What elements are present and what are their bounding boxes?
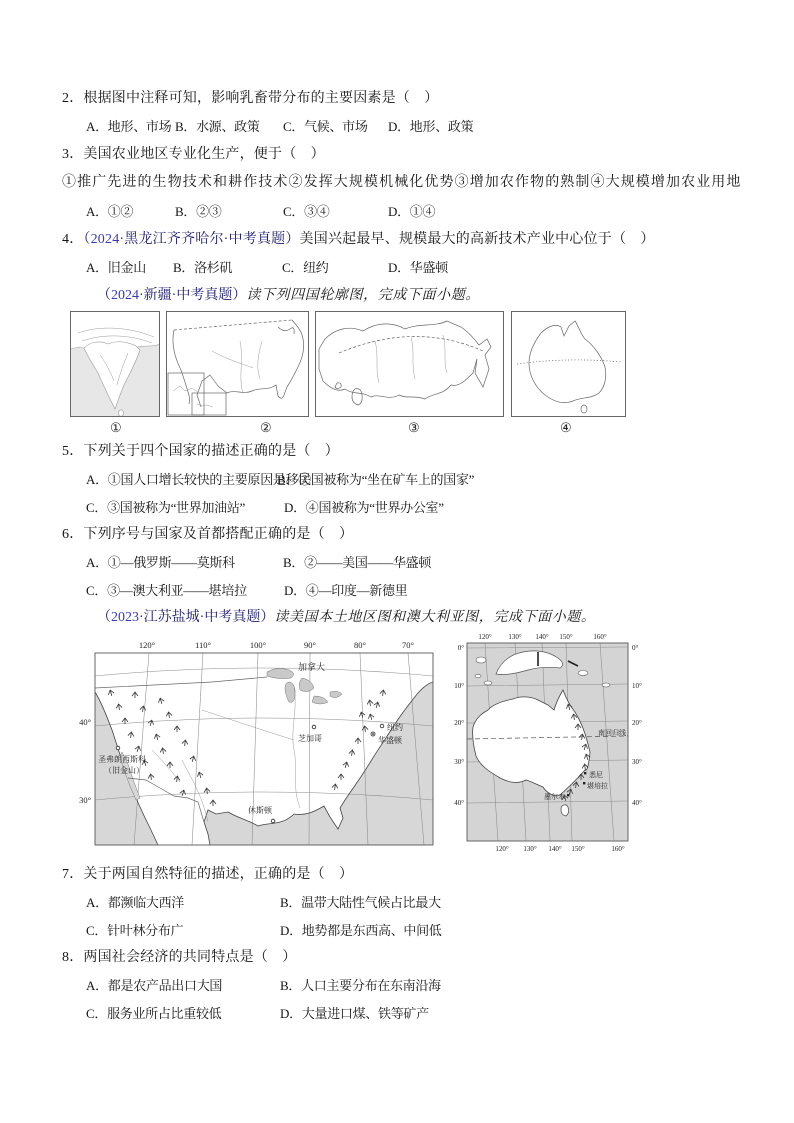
lon-tick: 150° xyxy=(559,633,573,641)
question-number: 3． xyxy=(62,147,84,162)
source-tag: ·黑龙江齐齐哈尔·中考真题） xyxy=(119,232,300,247)
canada-label: 加拿大 xyxy=(298,662,326,672)
question-5-stem xyxy=(62,441,758,463)
option-d: D．大量进口煤、铁等矿产 xyxy=(280,1006,429,1021)
lat-tick: 20° xyxy=(632,719,642,727)
sydney-label: 悉尼 xyxy=(589,771,603,779)
source-year: 2024 xyxy=(90,232,120,247)
question-7-stem xyxy=(62,864,758,886)
source-year: 2024 xyxy=(111,288,139,303)
source-tag: ·新疆·中考真题） xyxy=(139,288,247,303)
lat-tick: 30° xyxy=(632,758,642,766)
lon-tick: 80° xyxy=(354,640,366,650)
source-year: 2023 xyxy=(111,610,139,625)
source-tag: ·江苏盐城·中考真题） xyxy=(139,610,275,625)
option-b: B．人口主要分布在东南沿海 xyxy=(280,978,441,993)
question-text: 根据图中注释可知，影响乳畜带分布的主要因素是（ ） xyxy=(83,91,439,106)
lat-tick: 20° xyxy=(454,719,464,727)
san-francisco-label-2: （旧金山） xyxy=(104,766,144,775)
melbourne-label: 墨尔本 xyxy=(544,793,565,801)
option-a: A．①② xyxy=(86,204,134,219)
outline-map-india xyxy=(70,311,160,417)
map-caption-2: ② xyxy=(260,420,272,435)
map-caption-1: ① xyxy=(110,420,122,435)
new-york-label: 纽约 xyxy=(387,723,403,732)
option-d: D．①④ xyxy=(388,204,436,219)
outline-map-australia xyxy=(511,311,626,417)
option-a: A．①—俄罗斯——莫斯科 xyxy=(86,555,235,570)
lon-tick: 160° xyxy=(611,845,625,853)
question-number: 8． xyxy=(62,950,84,965)
question-3-stem xyxy=(62,144,758,166)
question-number: 7． xyxy=(62,867,84,882)
question-3-options xyxy=(62,201,758,223)
canberra-label: 堪培拉 xyxy=(587,782,608,790)
question-number: 6． xyxy=(62,527,84,542)
lon-tick: 140° xyxy=(548,845,562,853)
outline-map-usa xyxy=(166,311,309,417)
lon-tick: 120° xyxy=(478,633,492,641)
question-text: 下列关于四个国家的描述正确的是（ ） xyxy=(83,444,340,459)
option-d: D．④国被称为“世界办公室” xyxy=(284,500,444,515)
lat-tick: 10° xyxy=(632,682,642,690)
question-number: 5． xyxy=(62,444,84,459)
san-francisco-label-1: 圣弗朗西斯科 xyxy=(98,755,146,764)
question-6-options-row2 xyxy=(62,580,758,602)
option-c: C．③—澳大利亚——堪培拉 xyxy=(86,583,247,598)
option-c: C．纽约 xyxy=(282,260,329,275)
houston-label: 休斯顿 xyxy=(248,806,272,815)
lat-tick: 40° xyxy=(632,799,642,807)
question-4-stem xyxy=(62,229,758,251)
option-a: A．地形、市场 xyxy=(86,119,172,134)
question-5-options-row2 xyxy=(62,497,758,519)
question-7-options-row1 xyxy=(62,892,758,914)
outline-map-captions xyxy=(62,417,758,439)
option-d: D．华盛顿 xyxy=(388,260,448,275)
option-b: B．②③ xyxy=(175,204,222,219)
lon-tick: 150° xyxy=(571,845,585,853)
question-8-stem xyxy=(62,947,758,969)
option-a: A．①国人口增长较快的主要原因是移民 xyxy=(86,472,311,487)
option-c: C．③国被称为“世界加油站” xyxy=(86,500,246,515)
source-open: （ xyxy=(83,232,91,247)
map-caption-4: ④ xyxy=(560,420,572,435)
source-open: （ xyxy=(97,288,111,303)
question-6-stem xyxy=(62,524,758,546)
material-intro-1 xyxy=(97,285,758,307)
option-a: A．旧金山 xyxy=(86,260,146,275)
option-c: C．③④ xyxy=(283,204,330,219)
intro-text: 读下列四国轮廓图，完成下面小题。 xyxy=(246,288,480,303)
intro-text: 读美国本土地区图和澳大利亚图，完成下面小题。 xyxy=(274,610,596,625)
question-4-options xyxy=(62,257,758,279)
question-text: 美国兴起最早、规模最大的高新技术产业中心位于（ ） xyxy=(299,232,655,247)
lon-tick: 70° xyxy=(402,640,414,650)
tropic-label: 南回归线 xyxy=(598,729,626,737)
option-c: C．服务业所占比重较低 xyxy=(86,1006,222,1021)
lat-tick: 0° xyxy=(457,644,464,652)
option-b: B．温带大陆性气候占比最大 xyxy=(280,895,441,910)
lon-tick: 120° xyxy=(138,640,156,650)
option-c: C．气候、市场 xyxy=(283,119,368,134)
lat-tick: 40° xyxy=(454,799,464,807)
question-text: 美国农业地区专业化生产，便于（ ） xyxy=(83,147,325,162)
material-intro-2 xyxy=(97,607,758,629)
us-mainland-map xyxy=(62,630,434,858)
lon-tick: 130° xyxy=(508,633,522,641)
question-8-options-row1 xyxy=(62,975,758,997)
lat-tick: 30° xyxy=(79,795,91,805)
option-a: A．都是农产品出口大国 xyxy=(86,978,223,993)
lon-tick: 120° xyxy=(495,845,509,853)
question-text: 两国社会经济的共同特点是（ ） xyxy=(83,950,297,965)
lat-tick: 10° xyxy=(454,682,464,690)
question-number: 4． xyxy=(62,232,84,247)
outline-map-russia xyxy=(315,311,504,417)
option-b: B．水源、政策 xyxy=(175,119,260,134)
question-6-options-row1 xyxy=(62,552,758,574)
source-open: （ xyxy=(97,610,111,625)
lon-tick: 130° xyxy=(523,845,537,853)
lon-tick: 140° xyxy=(535,633,549,641)
lon-tick: 110° xyxy=(195,640,211,650)
washington-label: 华盛顿 xyxy=(378,736,402,745)
australia-map xyxy=(448,628,648,860)
option-a: A．都濒临大西洋 xyxy=(86,895,184,910)
option-d: D．地势都是东西高、中间低 xyxy=(280,923,442,938)
question-7-options-row2 xyxy=(62,920,758,942)
lat-tick: 30° xyxy=(454,758,464,766)
question-8-options-row2 xyxy=(62,1003,758,1025)
option-b: B．②——美国——华盛顿 xyxy=(283,555,432,570)
map-caption-3: ③ xyxy=(408,420,420,435)
question-2-stem xyxy=(62,88,758,110)
lat-tick: 0° xyxy=(632,644,639,652)
lat-tick: 40° xyxy=(79,717,91,727)
question-2-options xyxy=(62,116,758,138)
option-d: D．地形、政策 xyxy=(388,119,474,134)
option-d: D．④—印度—新德里 xyxy=(284,583,408,598)
lon-tick: 90° xyxy=(304,640,316,650)
question-5-options-row1 xyxy=(62,469,758,491)
lon-tick: 160° xyxy=(593,633,607,641)
question-text: 下列序号与国家及首都搭配正确的是（ ） xyxy=(83,527,354,542)
question-text: 关于两国自然特征的描述，正确的是（ ） xyxy=(83,867,354,882)
chicago-label: 芝加哥 xyxy=(298,734,322,743)
question-3-statement: ①推广先进的生物技术和耕作技术②发挥大规模机械化优势③增加农作物的熟制④大规模增加农业用地 xyxy=(62,175,742,190)
option-b: B．洛杉矶 xyxy=(173,260,233,275)
lon-tick: 100° xyxy=(249,640,267,650)
option-c: C．针叶林分布广 xyxy=(86,923,184,938)
question-number: 2． xyxy=(62,91,84,106)
option-b: B．②国被称为“坐在矿车上的国家” xyxy=(277,472,475,487)
